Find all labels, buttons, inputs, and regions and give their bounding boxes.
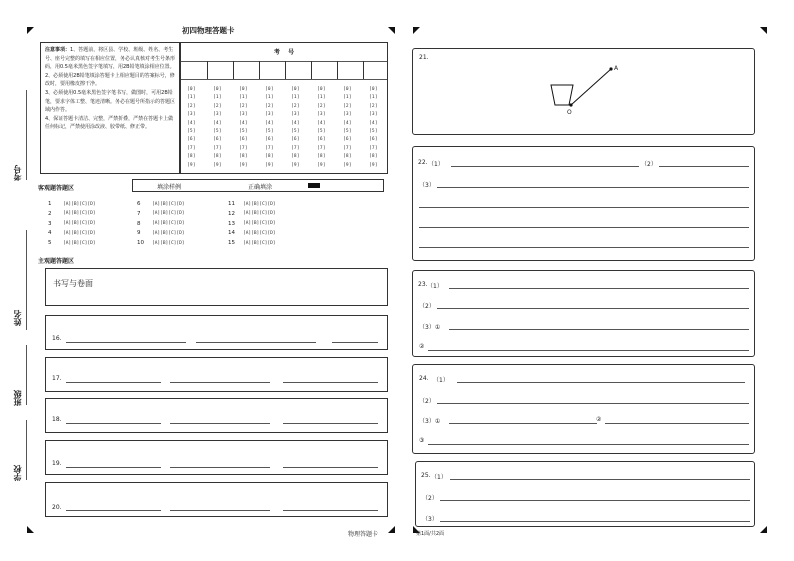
exam-digit-bubble[interactable]: [9] <box>239 162 248 168</box>
objective-answer-options[interactable]: [A][B][C][D] <box>63 230 96 236</box>
objective-answer-options[interactable]: [A][B][C][D] <box>243 221 276 227</box>
objective-answer-options[interactable]: [A][B][C][D] <box>152 240 185 246</box>
q25-part1: （1） <box>431 474 447 481</box>
q18-number: 18. <box>52 416 62 423</box>
objective-answer-options[interactable]: [A][B][C][D] <box>243 211 276 217</box>
q18-box[interactable] <box>45 398 388 433</box>
exam-digit-bubble[interactable]: [3] <box>291 112 300 118</box>
side-label-class: 班级 <box>13 390 22 406</box>
q18-line-3 <box>283 423 378 424</box>
corner-mark-tl2 <box>413 27 420 34</box>
notice-line-2: 2、必须使用2B铅笔填涂答题卡上相应题目的答案标号，修改时，要用橡皮擦干净。 <box>45 72 175 88</box>
exam-digit-bubble[interactable]: [0] <box>265 87 274 92</box>
q19-line-2 <box>170 467 270 468</box>
exam-digit-bubble[interactable]: [7] <box>213 145 222 151</box>
exam-grid-divider <box>207 61 208 79</box>
exam-digit-bubble[interactable]: [7] <box>369 145 378 151</box>
exam-digit-bubble[interactable]: [6] <box>239 137 248 143</box>
exam-digit-bubble[interactable]: [4] <box>369 120 378 126</box>
corner-mark-tr1 <box>388 27 395 34</box>
q23-part1: （1） <box>427 283 443 290</box>
q20-line-2 <box>170 510 270 511</box>
exam-digit-bubble[interactable]: [6] <box>213 137 222 143</box>
writing-box-label: 书写与卷面 <box>53 279 93 288</box>
objective-answer-options[interactable]: [A][B][C][D] <box>152 230 185 236</box>
footer-right: 第1面/共2面 <box>416 531 445 537</box>
objective-answer-options[interactable]: [A][B][C][D] <box>152 221 185 227</box>
exam-digit-bubble[interactable]: [2] <box>187 103 196 109</box>
q16-line-1 <box>66 342 186 343</box>
exam-digit-bubble[interactable]: [9] <box>265 162 274 168</box>
q25-box[interactable] <box>415 461 755 527</box>
exam-digit-bubble[interactable]: [7] <box>343 145 352 151</box>
q16-number: 16. <box>52 335 62 342</box>
exam-digit-bubble[interactable]: [5] <box>317 129 326 134</box>
side-line-class <box>26 345 27 405</box>
objective-answer-options[interactable]: [A][B][C][D] <box>243 240 276 246</box>
q23-line-1 <box>449 288 749 289</box>
q24-box[interactable] <box>412 364 755 454</box>
exam-digit-bubble[interactable]: [8] <box>187 154 196 160</box>
side-line-name <box>26 230 27 330</box>
q17-number: 17. <box>52 375 62 382</box>
exam-digit-bubble[interactable]: [0] <box>369 87 378 92</box>
q19-line-3 <box>283 467 378 468</box>
exam-digit-bubble[interactable]: [3] <box>343 112 352 118</box>
exam-digit-bubble[interactable]: [5] <box>343 129 352 134</box>
q24-part2: （2） <box>419 398 435 405</box>
objective-answer-options[interactable]: [A][B][C][D] <box>152 201 185 207</box>
exam-number-grid <box>180 42 388 174</box>
q21-point-o <box>569 103 572 106</box>
q24-part1: （1） <box>433 377 449 384</box>
exam-digit-bubble[interactable]: [9] <box>187 162 196 168</box>
q24-line-2 <box>437 403 749 404</box>
exam-grid-divider <box>337 61 338 79</box>
objective-answer-options[interactable]: [A][B][C][D] <box>63 211 96 217</box>
side-label-name: 姓名 <box>13 310 22 326</box>
writing-box[interactable] <box>45 268 388 306</box>
q18-line-1 <box>66 423 161 424</box>
exam-digit-bubble[interactable]: [0] <box>239 87 248 92</box>
objective-question-number: 6 <box>137 201 141 207</box>
exam-digit-bubble[interactable]: [4] <box>317 120 326 126</box>
q22-line-3 <box>437 187 749 188</box>
exam-digit-bubble[interactable]: [6] <box>343 137 352 143</box>
q22-line-2 <box>659 166 749 167</box>
q16-line-3 <box>332 342 378 343</box>
q23-line-4 <box>428 350 749 351</box>
objective-title: 客观题答题区 <box>38 185 75 192</box>
exam-digit-bubble[interactable]: [4] <box>239 120 248 126</box>
subjective-title: 主观题答题区 <box>38 258 75 265</box>
q25-part3: （3） <box>422 516 438 523</box>
objective-question-number: 14 <box>228 230 235 237</box>
objective-question-number: 2 <box>48 210 52 217</box>
exam-digit-bubble[interactable]: [5] <box>369 129 378 134</box>
exam-digit-bubble[interactable]: [5] <box>291 129 300 134</box>
notice-line-4: 4、保证答题卡清洁、完整，严禁折叠，严禁在答题卡上做任何标记，严禁使用涂改液、胶带纸、修正带。 <box>45 115 174 131</box>
q21-point-a <box>609 67 612 70</box>
objective-question-number: 12 <box>228 210 235 217</box>
q18-line-2 <box>170 423 270 424</box>
q21-number: 21. <box>419 54 429 61</box>
q21-cup-shape <box>551 85 573 105</box>
q22-line-4 <box>419 207 749 208</box>
correct-fill-sample <box>308 183 320 188</box>
q24-line-1 <box>457 382 745 383</box>
q23-line-2 <box>437 308 749 309</box>
corner-mark-br <box>760 526 767 533</box>
exam-grid-divider <box>259 61 260 79</box>
notice-text <box>45 46 175 132</box>
objective-question-number: 11 <box>228 201 235 207</box>
objective-question-number: 8 <box>137 220 141 227</box>
side-line-school <box>26 420 27 480</box>
exam-digit-bubble[interactable]: [8] <box>369 154 378 160</box>
objective-answer-options[interactable]: [A][B][C][D] <box>243 230 276 236</box>
exam-grid-divider <box>363 61 364 79</box>
exam-digit-bubble[interactable]: [2] <box>369 103 378 109</box>
q21-figure <box>543 61 633 121</box>
q22-part1: （1） <box>428 161 444 168</box>
q23-part2: （2） <box>419 303 435 310</box>
objective-answer-options[interactable]: [A][B][C][D] <box>152 211 185 217</box>
exam-digit-bubble[interactable]: [8] <box>239 154 248 160</box>
q23-part3b: ② <box>419 343 425 350</box>
exam-digit-bubble[interactable]: [6] <box>265 137 274 143</box>
exam-grid-header-line <box>181 61 387 62</box>
q21-label-a: A <box>614 65 619 72</box>
q24-part3c: ③ <box>419 437 425 444</box>
notice-line-1: 1、答题前，将区县、学校、班级、姓名、考生号、座号完整的填写在相应位置，务必认真核对考生号条形码，用0.5毫米黑色签字笔填写，用2B铅笔填涂相应位置。 <box>45 47 176 71</box>
exam-digit-bubble[interactable]: [0] <box>343 87 352 92</box>
objective-question-number: 9 <box>137 230 141 237</box>
objective-question-number: 13 <box>228 220 235 227</box>
q22-part2: （2） <box>641 161 657 168</box>
exam-digit-bubble[interactable]: [9] <box>317 162 326 168</box>
q20-number: 20. <box>52 504 62 511</box>
objective-answer-options[interactable]: [A][B][C][D] <box>63 201 96 207</box>
exam-digit-bubble[interactable]: [0] <box>213 87 222 92</box>
q22-line-5 <box>419 227 749 228</box>
exam-digit-bubble[interactable]: [7] <box>265 145 274 151</box>
exam-digit-bubble[interactable]: [2] <box>265 103 274 109</box>
exam-digit-bubble[interactable]: [9] <box>291 162 300 168</box>
exam-grid-write-line <box>181 79 387 80</box>
exam-digit-bubble[interactable]: [8] <box>343 154 352 160</box>
q20-line-1 <box>66 510 161 511</box>
exam-digit-bubble[interactable]: [5] <box>213 129 222 134</box>
q21-rod-line <box>571 69 611 105</box>
exam-digit-bubble[interactable]: [1] <box>213 95 222 101</box>
q16-box[interactable] <box>45 315 388 350</box>
exam-digit-bubble[interactable]: [7] <box>291 145 300 151</box>
exam-digit-bubble[interactable]: [0] <box>291 87 300 92</box>
exam-digit-bubble[interactable]: [6] <box>291 137 300 143</box>
exam-digit-bubble[interactable]: [0] <box>187 87 196 92</box>
exam-digit-bubble[interactable]: [4] <box>187 120 196 126</box>
q22-part3: （3） <box>419 182 435 189</box>
exam-no-label: 考 号 <box>273 49 295 56</box>
exam-digit-bubble[interactable]: [6] <box>187 137 196 143</box>
notice-title: 注意事项： <box>45 47 71 53</box>
q17-line-1 <box>66 382 161 383</box>
exam-digit-bubble[interactable]: [3] <box>213 112 222 118</box>
exam-digit-bubble[interactable]: [4] <box>291 120 300 126</box>
corner-mark-tl <box>27 27 34 34</box>
objective-question-number: 4 <box>48 230 52 237</box>
objective-answer-options[interactable]: [A][B][C][D] <box>63 240 96 246</box>
objective-question-number: 3 <box>48 220 52 227</box>
exam-digit-bubble[interactable]: [0] <box>317 87 326 92</box>
exam-digit-bubble[interactable]: [1] <box>369 95 378 101</box>
exam-grid-divider <box>311 61 312 79</box>
card-title: 初四物理答题卡 <box>182 26 235 35</box>
q25-line-1 <box>450 479 750 480</box>
q22-number: 22. <box>418 159 428 166</box>
q16-line-2 <box>196 342 316 343</box>
exam-digit-bubble[interactable]: [3] <box>317 112 326 118</box>
fill-example-label: 填涂样例 <box>157 184 182 191</box>
exam-digit-bubble[interactable]: [1] <box>343 95 352 101</box>
objective-answer-options[interactable]: [A][B][C][D] <box>243 201 276 207</box>
objective-question-number: 5 <box>48 240 52 247</box>
notice-box <box>40 42 180 174</box>
exam-digit-bubble[interactable]: [6] <box>317 137 326 143</box>
exam-digit-bubble[interactable]: [4] <box>265 120 274 126</box>
exam-digit-bubble[interactable]: [2] <box>213 103 222 109</box>
exam-digit-bubble[interactable]: [3] <box>187 112 196 118</box>
q25-line-3 <box>440 521 750 522</box>
q25-part2: （2） <box>422 495 438 502</box>
exam-digit-bubble[interactable]: [4] <box>213 120 222 126</box>
exam-digit-bubble[interactable]: [9] <box>213 162 222 168</box>
q19-line-1 <box>66 467 161 468</box>
q25-line-2 <box>440 500 750 501</box>
objective-question-number: 7 <box>137 210 141 217</box>
q21-label-o: O <box>567 109 572 116</box>
q24-number: 24. <box>419 375 429 382</box>
objective-answer-options[interactable]: [A][B][C][D] <box>63 221 96 227</box>
exam-digit-bubble[interactable]: [2] <box>291 103 300 109</box>
exam-digit-bubble[interactable]: [3] <box>369 112 378 118</box>
q19-box[interactable] <box>45 440 388 475</box>
corner-mark-bl <box>27 526 34 533</box>
exam-digit-bubble[interactable]: [8] <box>213 154 222 160</box>
corner-mark-br1 <box>388 526 395 533</box>
q22-box[interactable] <box>412 146 755 261</box>
q23-number: 23. <box>418 281 428 288</box>
objective-question-number: 10 <box>137 240 144 247</box>
objective-question-number: 15 <box>228 240 235 247</box>
exam-digit-bubble[interactable]: [5] <box>187 129 196 134</box>
side-label-exam-no: 考号 <box>13 165 22 181</box>
corner-mark-tr <box>760 27 767 34</box>
q24-line-3 <box>449 423 597 424</box>
q17-box[interactable] <box>45 357 388 392</box>
q24-part3b: ② <box>596 416 602 423</box>
exam-digit-bubble[interactable]: [8] <box>291 154 300 160</box>
exam-digit-bubble[interactable]: [5] <box>239 129 248 134</box>
exam-digit-bubble[interactable]: [2] <box>343 103 352 109</box>
exam-digit-bubble[interactable]: [1] <box>239 95 248 101</box>
exam-digit-bubble[interactable]: [7] <box>187 145 196 151</box>
exam-grid-divider <box>285 61 286 79</box>
footer-left: 物理答题卡 <box>348 531 379 538</box>
exam-digit-bubble[interactable]: [8] <box>317 154 326 160</box>
q24-part3: （3）① <box>419 418 441 425</box>
q24-line-5 <box>428 444 749 445</box>
exam-digit-bubble[interactable]: [6] <box>369 137 378 143</box>
exam-digit-bubble[interactable]: [5] <box>265 129 274 134</box>
exam-grid-divider <box>233 61 234 79</box>
q20-line-3 <box>283 510 378 511</box>
fill-example-box <box>132 179 384 192</box>
q17-line-2 <box>170 382 270 383</box>
q19-number: 19. <box>52 460 62 467</box>
q17-line-3 <box>283 382 378 383</box>
side-line-exam-no <box>26 90 27 180</box>
exam-digit-bubble[interactable]: [3] <box>265 112 274 118</box>
exam-digit-bubble[interactable]: [1] <box>291 95 300 101</box>
exam-digit-bubble[interactable]: [9] <box>369 162 378 168</box>
exam-digit-bubble[interactable]: [2] <box>317 103 326 109</box>
exam-digit-bubble[interactable]: [9] <box>343 162 352 168</box>
exam-digit-bubble[interactable]: [3] <box>239 112 248 118</box>
q25-number: 25. <box>421 472 431 479</box>
q21-box[interactable] <box>412 48 755 135</box>
q23-box[interactable] <box>412 270 755 357</box>
q23-line-3 <box>449 329 749 330</box>
exam-digit-bubble[interactable]: [1] <box>187 95 196 101</box>
objective-question-number: 1 <box>48 201 52 207</box>
exam-digit-bubble[interactable]: [7] <box>317 145 326 151</box>
exam-digit-bubble[interactable]: [8] <box>265 154 274 160</box>
notice-line-3: 3、必须使用0.5毫米黑色签字笔书写，做图时，可用2B铅笔，要求字体工整、笔迹清晰。务必在题号所指示的答题区域内作答。 <box>45 89 176 114</box>
exam-digit-bubble[interactable]: [4] <box>343 120 352 126</box>
q22-line-1 <box>451 166 639 167</box>
q24-line-4 <box>605 423 749 424</box>
exam-digit-bubble[interactable]: [7] <box>239 145 248 151</box>
exam-digit-bubble[interactable]: [2] <box>239 103 248 109</box>
q23-part3: （3）① <box>419 324 441 331</box>
exam-digit-bubble[interactable]: [1] <box>265 95 274 101</box>
correct-fill-label: 正确填涂 <box>248 184 273 191</box>
exam-digit-bubble[interactable]: [1] <box>317 95 326 101</box>
q22-line-6 <box>419 247 749 248</box>
q20-box[interactable] <box>45 482 388 517</box>
side-label-school: 学校 <box>13 465 22 481</box>
